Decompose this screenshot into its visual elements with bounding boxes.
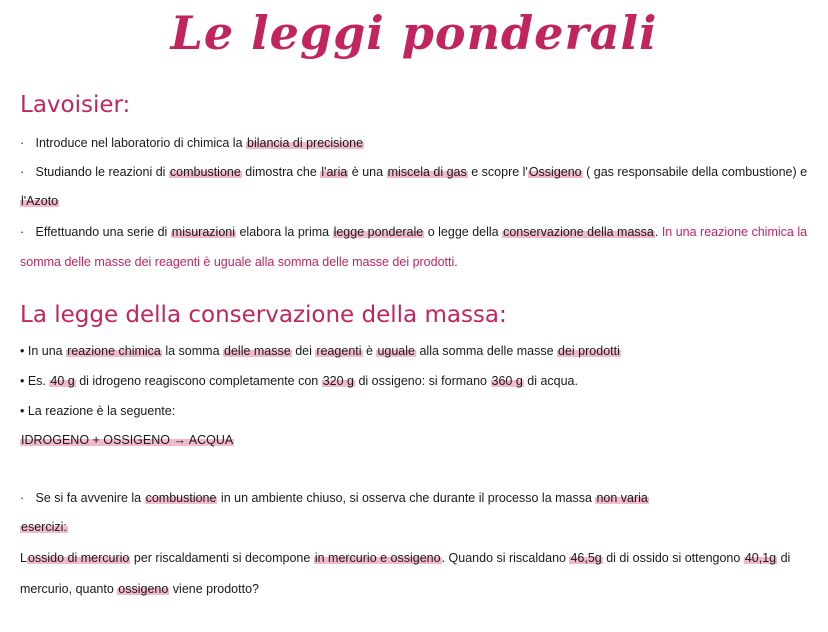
bullet-icon: · [20,165,25,179]
highlight: l'aria [321,165,348,179]
highlight: reagenti [316,344,362,358]
highlight: Ossigeno [528,165,582,179]
conservazione-line-9: mercurio, quanto ossigeno viene prodotto? [20,582,259,596]
highlight: delle masse [224,344,291,358]
highlight: ossigeno [118,582,169,596]
reaction-equation: IDROGENO + OSSIGENO → ACQUA [21,433,234,447]
heading-conservazione: La legge della conservazione della massa: [20,302,507,328]
conservazione-line-2: • Es. 40 g di idrogeno reagiscono completamente con 320 g di ossigeno: si formano 360 g di acqua. [20,374,578,388]
pink-text: somma delle masse dei reagenti è uguale alla somma delle masse dei prodotti. [20,255,458,269]
lavoisier-line-5 [20,254,810,270]
highlight: l'Azoto [21,194,59,208]
lavoisier-line-3 [20,193,810,209]
highlight: bilancia di precisione [247,136,364,150]
heading-lavoisier: Lavoisier: [20,92,131,118]
highlight: in mercurio e ossigeno [314,551,441,565]
highlight: non varia [596,491,648,505]
highlight: dei prodotti [558,344,620,358]
highlight: combustione [169,165,241,179]
highlight: 46,5g [570,551,602,565]
pink-text: In una reazione chimica la [661,225,808,239]
highlight: conservazione della massa [503,225,654,239]
highlight: uguale [377,344,415,358]
bullet-icon: · [20,225,25,239]
highlight: 320 g [322,374,354,388]
highlight: miscela di gas [387,165,467,179]
lavoisier-line-1: · Introduce nel laboratorio di chimica la bilancia di precisione [20,136,364,150]
conservazione-line-8: Lossido di mercurio per riscaldamenti si decompone in mercurio e ossigeno. Quando si riscaldano 46,5g di di ossido si ottengono 40,1g di [20,551,791,565]
highlight: 40,1g [744,551,777,565]
page-title: Le leggi ponderali [170,6,658,60]
lavoisier-line-2: · Studiando le reazioni di combustione dimostra che l'aria è una miscela di gas e scopre l'Ossigeno ( gas responsabile della combustione) e [20,165,808,179]
highlight: legge ponderale [333,225,424,239]
bullet-icon: · [20,491,25,505]
highlight: 40 g [50,374,75,388]
highlight: reazione chimica [67,344,161,358]
highlight: combustione [145,491,217,505]
highlight: 360 g [491,374,523,388]
conservazione-line-4 [20,432,810,448]
conservazione-line-3: • La reazione è la seguente: [20,404,176,418]
conservazione-line-7 [20,519,810,535]
conservazione-line-6: · Se si fa avvenire la combustione in un ambiente chiuso, si osserva che durante il processo la massa non varia [20,491,648,505]
bullet-icon: · [20,136,25,150]
lavoisier-line-4: · Effettuando una serie di misurazioni elabora la prima legge ponderale o legge della conservazione della massa. In una reazione chimica la [20,225,808,239]
highlight: misurazioni [171,225,235,239]
conservazione-line-1: • In una reazione chimica la somma delle masse dei reagenti è uguale alla somma delle masse dei prodotti [20,344,620,358]
highlight: ossido di mercurio [27,551,130,565]
highlight: esercizi: [21,520,67,534]
